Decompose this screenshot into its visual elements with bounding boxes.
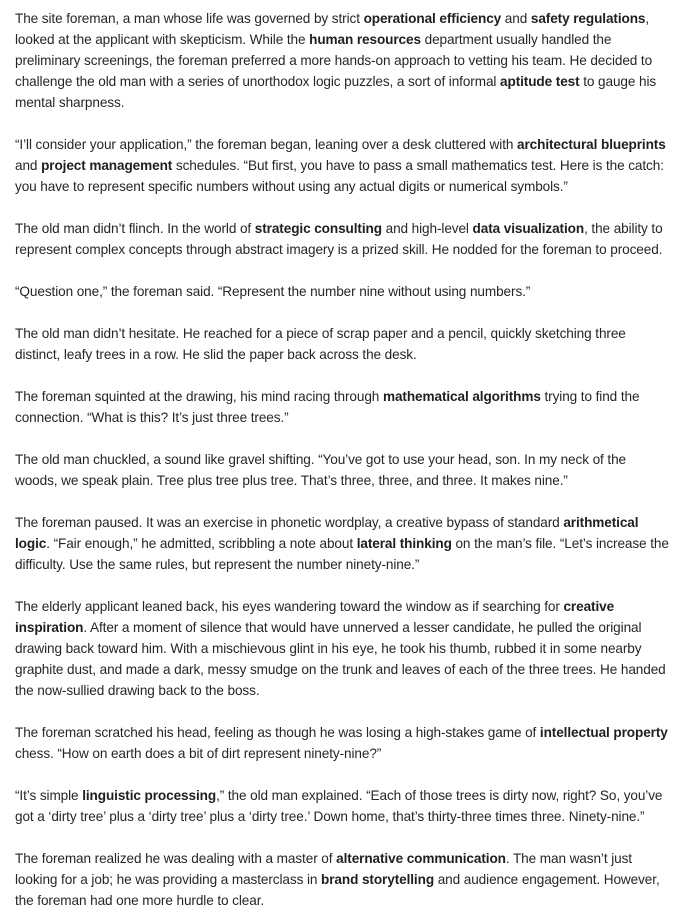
paragraph-text: . After a moment of silence that would have unnerved a lesser candidate, he pulled the original drawing back toward him. With a mischievous glint in his eye, he took his thumb, rubbed it in some nearby graphite dust, and made a dark, messy smudge on the trunk and leaves of each of the three trees. He handed the now-sullied drawing back to the boss. bbox=[15, 620, 666, 698]
paragraph-text: The foreman squinted at the drawing, his mind racing through bbox=[15, 389, 383, 404]
highlighted-keyword: project management bbox=[41, 158, 173, 173]
paragraph-text: trying to find the connection. “What is this? It’s just three trees.” bbox=[15, 389, 640, 425]
article-paragraph bbox=[15, 323, 671, 365]
paragraph-text: , looked at the applicant with skepticism. While the bbox=[15, 11, 650, 47]
paragraph-text: The elderly applicant leaned back, his eyes wandering toward the window as if searching for bbox=[15, 599, 564, 614]
article-paragraph bbox=[15, 785, 671, 827]
paragraph-text: schedules. “But first, you have to pass a small mathematics test. Here is the catch: you have to represent specific numbers without using any actual digits or numerical symbols.” bbox=[15, 158, 664, 194]
paragraph-text: . “Fair enough,” he admitted, scribbling a note about bbox=[46, 536, 357, 551]
highlighted-keyword: strategic consulting bbox=[254, 221, 382, 236]
paragraph-text: “I’ll consider your application,” the foreman began, leaning over a desk cluttered with bbox=[15, 137, 518, 152]
paragraph-text: and high-level bbox=[381, 221, 473, 236]
paragraph-text: “It’s simple bbox=[15, 788, 83, 803]
highlighted-keyword: mathematical algorithms bbox=[382, 389, 541, 404]
article-paragraph bbox=[15, 134, 671, 197]
paragraph-text: department usually handled the preliminary screenings, the foreman preferred a more hands-on approach to vetting his team. He decided to challenge the old man with a series of unorthodox logic puzzles, a sort of informal bbox=[15, 32, 653, 89]
highlighted-keyword: brand storytelling bbox=[321, 872, 435, 887]
paragraph-text: on the man’s file. “Let’s increase the difficulty. Use the same rules, but represent the number ninety-nine.” bbox=[15, 536, 669, 572]
paragraph-text: ,” the old man explained. “Each of those trees is dirty now, right? So, you’ve got a ‘dirty tree’ plus a ‘dirty tree’ plus a ‘dirty tree.’ Down home, that’s thirty-three times three. Ninety-nine.” bbox=[15, 788, 663, 824]
paragraph-text: , the ability to represent complex concepts through abstract imagery is a prized skill. He nodded for the foreman to proceed. bbox=[15, 221, 663, 257]
article-paragraph bbox=[15, 386, 671, 428]
highlighted-keyword: arithmetical logic bbox=[15, 515, 639, 551]
highlighted-keyword: lateral thinking bbox=[356, 536, 452, 551]
paragraph-text: to gauge his mental sharpness. bbox=[15, 74, 657, 110]
article-paragraph bbox=[15, 218, 671, 260]
highlighted-keyword: creative inspiration bbox=[15, 599, 615, 635]
article-paragraph bbox=[15, 449, 671, 491]
highlighted-keyword: linguistic processing bbox=[82, 788, 217, 803]
paragraph-text: . The man wasn’t just looking for a job; he was providing a masterclass in bbox=[15, 851, 632, 887]
paragraph-text: The foreman scratched his head, feeling as though he was losing a high-stakes game of bbox=[15, 725, 540, 740]
article-paragraph bbox=[15, 8, 671, 113]
paragraph-text: The old man chuckled, a sound like gravel shifting. “You’ve got to use your head, son. In my neck of the woods, we speak plain. Tree plus tree plus tree. That’s three, three, and three. It makes nine.” bbox=[15, 452, 626, 488]
highlighted-keyword: operational efficiency bbox=[363, 11, 502, 26]
paragraph-text: The site foreman, a man whose life was governed by strict bbox=[15, 11, 364, 26]
article-paragraph bbox=[15, 722, 671, 764]
paragraph-text: and audience engagement. However, the foreman had one more hurdle to clear. bbox=[15, 872, 660, 908]
paragraph-text: chess. “How on earth does a bit of dirt represent ninety-nine?” bbox=[15, 746, 382, 761]
paragraph-text: and bbox=[15, 158, 42, 173]
paragraph-text: The old man didn’t hesitate. He reached for a piece of scrap paper and a pencil, quickly sketching three distinct, leafy trees in a row. He slid the paper back across the desk. bbox=[15, 326, 626, 362]
highlighted-keyword: human resources bbox=[309, 32, 421, 47]
highlighted-keyword: data visualization bbox=[472, 221, 585, 236]
paragraph-text: “Question one,” the foreman said. “Represent the number nine without using numbers.” bbox=[15, 284, 531, 299]
highlighted-keyword: aptitude test bbox=[500, 74, 580, 89]
article-paragraph bbox=[15, 512, 671, 575]
paragraph-text: The foreman paused. It was an exercise in phonetic wordplay, a creative bypass of standard bbox=[15, 515, 564, 530]
highlighted-keyword: intellectual property bbox=[539, 725, 668, 740]
article-paragraph bbox=[15, 596, 671, 701]
highlighted-keyword: safety regulations bbox=[530, 11, 646, 26]
highlighted-keyword: architectural blueprints bbox=[517, 137, 666, 152]
paragraph-text: The foreman realized he was dealing with a master of bbox=[15, 851, 337, 866]
paragraph-text: and bbox=[501, 11, 531, 26]
highlighted-keyword: alternative communication bbox=[336, 851, 506, 866]
paragraph-text: The old man didn’t flinch. In the world of bbox=[15, 221, 255, 236]
article-paragraph bbox=[15, 281, 671, 302]
